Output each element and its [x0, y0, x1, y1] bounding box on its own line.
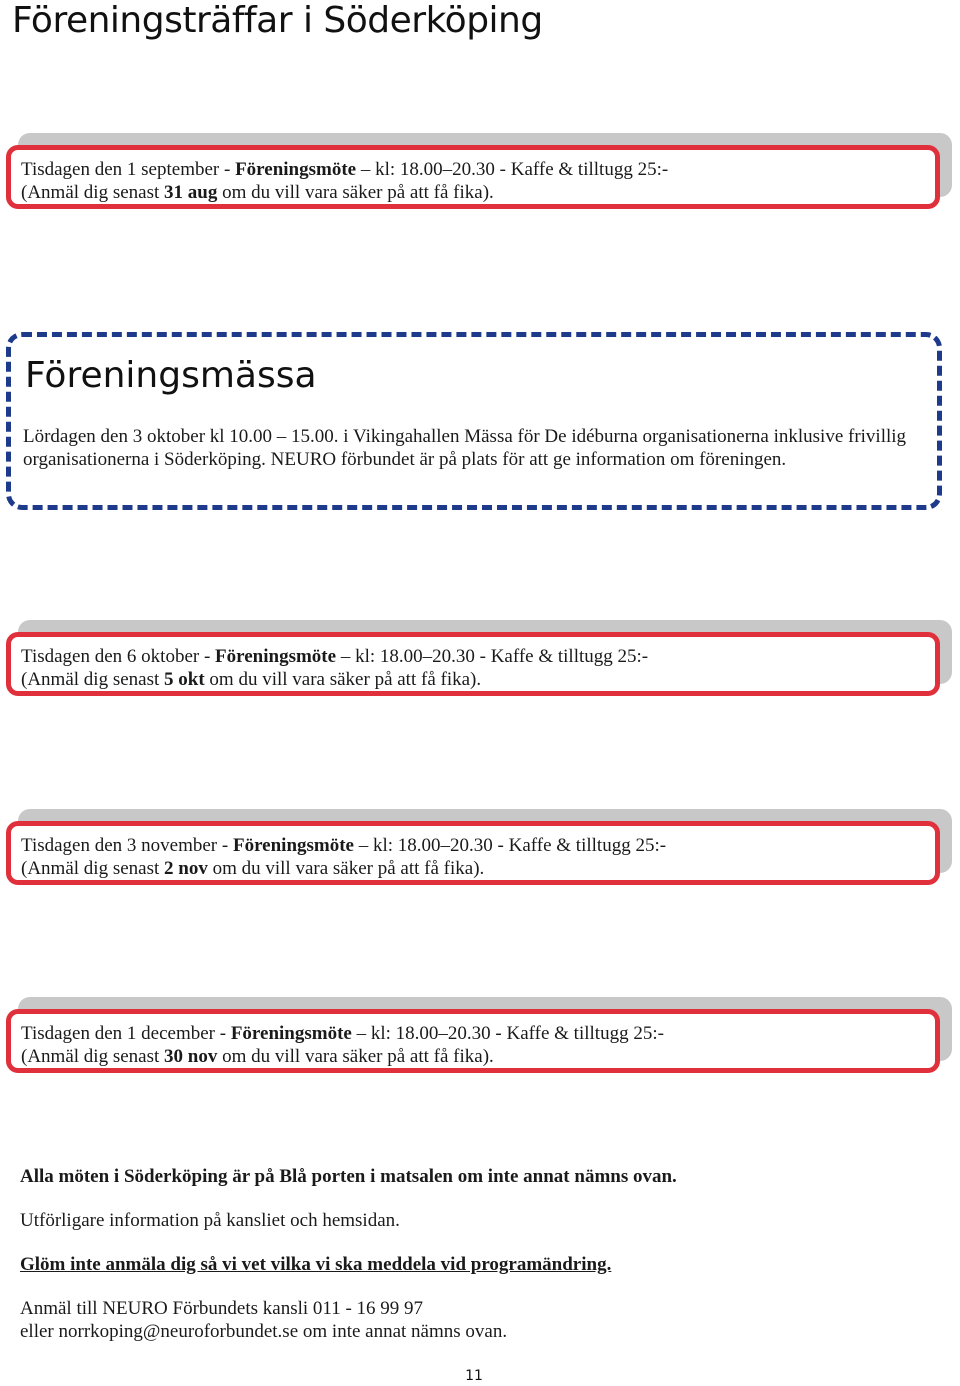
- meeting-box-december: [6, 1009, 940, 1073]
- page-title: Föreningsträffar i Söderköping: [12, 0, 543, 41]
- meeting-time: – kl: 18.00–20.30 - Kaffe & tilltugg 25:-: [351, 1023, 664, 1044]
- meeting-text: Tisdagen den 3 november - Föreningsmöte – kl: 18.00–20.30 - Kaffe & tilltugg 25:- (Anmäl dig senast 2 nov om du vill vara säker på att få fika).: [21, 835, 667, 879]
- fair-box: [6, 332, 942, 510]
- meeting-deadline: 31 aug: [164, 182, 218, 203]
- meeting-type: Föreningsmöte: [235, 159, 357, 180]
- meeting-time: – kl: 18.00–20.30 - Kaffe & tilltugg 25:-: [336, 646, 649, 667]
- fair-title: Föreningsmässa: [25, 355, 317, 396]
- meeting-deadline: 30 nov: [164, 1046, 218, 1067]
- meeting-date: Tisdagen den 3 november: [21, 835, 218, 856]
- meeting-box-september: [6, 145, 940, 209]
- meeting-time: – kl: 18.00–20.30 - Kaffe & tilltugg 25:-: [354, 835, 667, 856]
- page-number: 11: [465, 1368, 483, 1384]
- meeting-date: Tisdagen den 6 oktober: [21, 646, 200, 667]
- meeting-box-november: [6, 821, 940, 885]
- meeting-type: Föreningsmöte: [232, 835, 354, 856]
- contact-line-2: eller norrkoping@neuroforbundet.se om inte annat nämns ovan.: [20, 1321, 508, 1342]
- meeting-deadline: 2 nov: [164, 858, 208, 879]
- meeting-text: Tisdagen den 1 september - Föreningsmöte – kl: 18.00–20.30 - Kaffe & tilltugg 25:- (Anmäl dig senast 31 aug om du vill vara säker på att få fika).: [21, 159, 669, 203]
- meeting-date: Tisdagen den 1 september: [21, 159, 220, 180]
- meeting-type: Föreningsmöte: [230, 1023, 352, 1044]
- meeting-date: Tisdagen den 1 december: [21, 1023, 215, 1044]
- location-note: Alla möten i Söderköping är på Blå porten i matsalen om inte annat nämns ovan.: [20, 1166, 677, 1187]
- meeting-text: Tisdagen den 1 december - Föreningsmöte – kl: 18.00–20.30 - Kaffe & tilltugg 25:- (Anmäl dig senast 30 nov om du vill vara säker på att få fika).: [21, 1023, 664, 1067]
- fair-description: Lördagen den 3 oktober kl 10.00 – 15.00. i Vikingahallen Mässa för De idéburna organisationerna inklusive frivillig organisationerna i Söderköping. NEURO förbundet är på plats för att ge information om föreningen.: [23, 426, 907, 470]
- info-note: Utförligare information på kansliet och hemsidan.: [20, 1210, 400, 1231]
- contact-line-1: Anmäl till NEURO Förbundets kansli 011 - 16 99 97: [20, 1298, 424, 1319]
- meeting-type: Föreningsmöte: [215, 646, 337, 667]
- reminder-note: Glöm inte anmäla dig så vi vet vilka vi ska meddela vid programändring.: [20, 1254, 612, 1275]
- meeting-deadline: 5 okt: [164, 669, 205, 690]
- meeting-time: – kl: 18.00–20.30 - Kaffe & tilltugg 25:-: [356, 159, 669, 180]
- meeting-box-october: [6, 632, 940, 696]
- meeting-text: Tisdagen den 6 oktober - Föreningsmöte – kl: 18.00–20.30 - Kaffe & tilltugg 25:- (Anmäl dig senast 5 okt om du vill vara säker på att få fika).: [21, 646, 649, 690]
